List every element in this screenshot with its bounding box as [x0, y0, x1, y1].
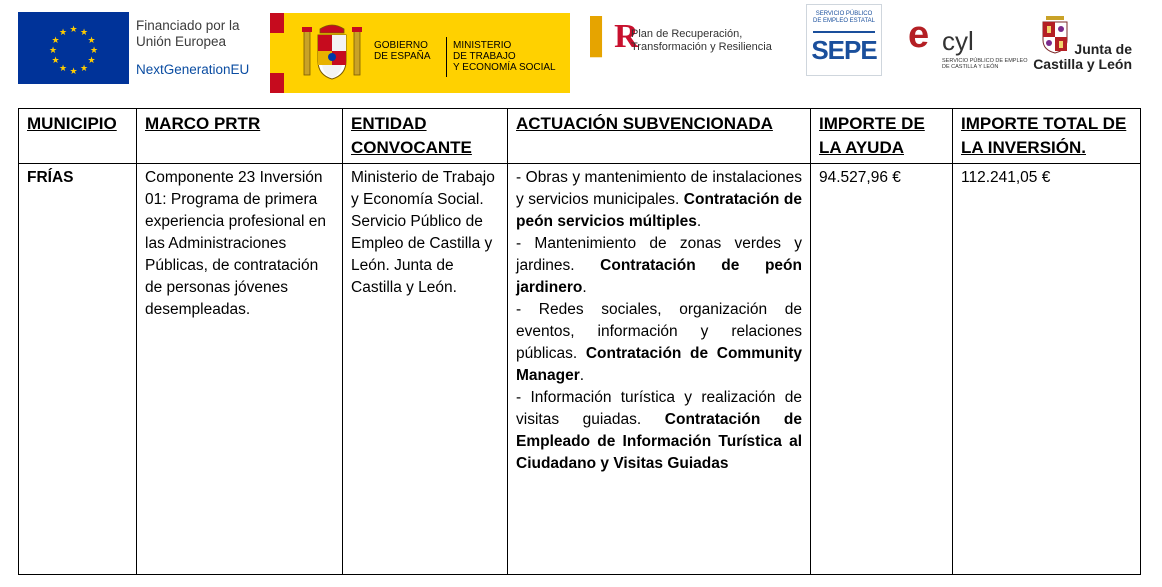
eu-text-line2: Unión Europea — [136, 34, 227, 49]
ministerio-line1: MINISTERIO — [453, 40, 512, 51]
svg-text:★: ★ — [51, 56, 60, 66]
svg-text:★: ★ — [58, 64, 68, 74]
prtr-logo — [590, 16, 790, 76]
svg-text:★: ★ — [87, 36, 96, 46]
cell-importe-total: 112.241,05 € — [953, 164, 1141, 575]
subsidy-table — [18, 108, 1141, 575]
header-importe-ayuda: IMPORTE DE LA AYUDA — [811, 109, 953, 164]
ministerio-line2: DE TRABAJO — [453, 51, 516, 62]
logo-strip — [0, 0, 1162, 90]
spain-flag-icon — [270, 13, 284, 93]
ecyl-name: cyl — [942, 26, 974, 56]
header-entidad-convocante: ENTIDAD CONVOCANTE — [343, 109, 508, 164]
junta-line1: Junta de — [1074, 41, 1132, 57]
svg-text:★: ★ — [79, 28, 89, 38]
cell-importe-ayuda: 94.527,96 € — [811, 164, 953, 575]
header-municipio: MUNICIPIO — [19, 109, 137, 164]
actuacion-item: - Redes sociales, organización de eventos, información y relaciones públicas. Contratación de Community Manager. — [516, 301, 802, 384]
actuacion-item: - Mantenimiento de zonas verdes y jardines. Contratación de peón jardinero. — [516, 235, 802, 296]
ecyl-sub2: DE CASTILLA Y LEÓN — [942, 64, 999, 70]
header-marco-prtr: MARCO PRTR — [137, 109, 343, 164]
gobierno-espana-logo — [270, 13, 570, 93]
cell-marco-prtr: Componente 23 Inversión 01: Programa de primera experiencia profesional en las Administraciones Públicas, de contratación de personas jóvenes desempleadas. — [137, 164, 343, 575]
svg-text:★: ★ — [69, 67, 78, 77]
table-header-row — [19, 109, 1141, 164]
ecyl-logo — [908, 14, 1028, 78]
cell-entidad: Ministerio de Trabajo y Economía Social. Servicio Público de Empleo de Castilla y León. Junta de Castilla y León. — [343, 164, 508, 575]
junta-castilla-leon-logo — [1033, 12, 1140, 78]
junta-line2: Castilla y León — [1033, 56, 1132, 72]
prtr-line1: Plan de Recuperación, — [631, 28, 743, 40]
next-generation-eu-text: NextGenerationEU — [136, 62, 250, 77]
header-actuacion: ACTUACIÓN SUBVENCIONADA — [508, 109, 811, 164]
gobierno-line2: DE ESPAÑA — [374, 51, 431, 62]
svg-text:★: ★ — [69, 25, 78, 35]
svg-text:★: ★ — [87, 56, 96, 66]
actuacion-item: - Obras y mantenimiento de instalaciones y servicios municipales. Contratación de peón servicios múltiples. — [516, 169, 803, 230]
actuacion-item: - Información turística y realización de visitas guiadas. Contratación de Empleado de Información Turística al Ciudadano y Visitas Guiadas — [516, 389, 803, 472]
sepe-name: SEPE — [811, 35, 877, 65]
gobierno-line1: GOBIERNO — [374, 40, 428, 51]
ecyl-mark: e — [908, 14, 930, 56]
eu-text-line1: Financiado por la — [136, 18, 240, 33]
ecyl-sub1: SERVICIO PÚBLICO DE EMPLEO — [942, 58, 1028, 64]
svg-text:★: ★ — [79, 64, 89, 74]
cell-municipio: FRÍAS — [19, 164, 137, 575]
prtr-line2: Transformación y Resiliencia — [631, 41, 772, 53]
svg-text:★: ★ — [48, 46, 58, 56]
sepe-logo — [806, 4, 882, 76]
gobierno-divider — [446, 37, 447, 77]
eu-funding-logo — [18, 12, 258, 84]
sepe-line2: DE EMPLEO ESTATAL — [812, 18, 875, 24]
svg-text:★: ★ — [51, 36, 60, 46]
header-importe-total: IMPORTE TOTAL DE LA INVERSIÓN. — [953, 109, 1141, 164]
sepe-underline — [813, 31, 875, 33]
table-row — [19, 164, 1141, 575]
cell-actuacion — [508, 164, 811, 575]
prtr-r-icon: ▌R — [590, 18, 639, 55]
svg-text:★: ★ — [58, 28, 68, 38]
spain-coat-of-arms-icon — [300, 21, 364, 85]
ministerio-line3: Y ECONOMÍA SOCIAL — [453, 62, 556, 73]
sepe-line1: SERVICIO PÚBLICO — [815, 11, 873, 17]
svg-text:★: ★ — [89, 46, 99, 56]
eu-flag-icon — [18, 12, 129, 84]
